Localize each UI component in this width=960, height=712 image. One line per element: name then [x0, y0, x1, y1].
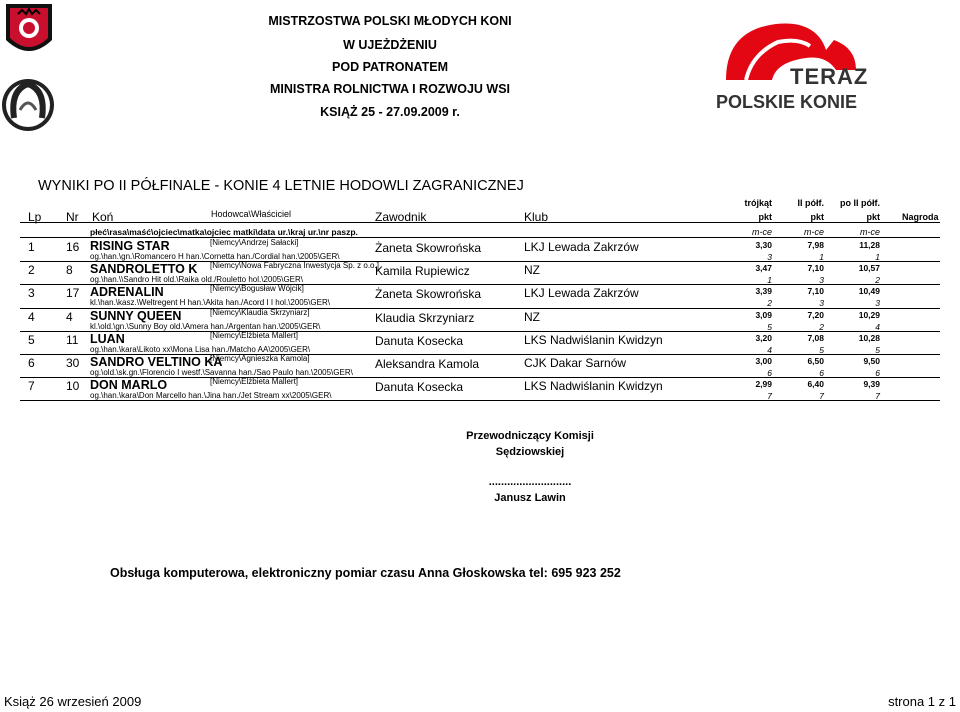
- row-place-2: 7: [819, 391, 824, 402]
- col-po-ii-polf: po II półf.: [840, 198, 880, 208]
- crest-icon: [0, 0, 60, 140]
- row-pedigree: og.\han.\kara\Likoto xx\Mona Lisa han./Matcho AA\2005\GER\: [90, 344, 311, 354]
- row-score-3: 10,28: [858, 332, 880, 343]
- row-place-2: 3: [819, 298, 824, 309]
- signature-dots: ...........................: [488, 476, 572, 488]
- header-line-2: W UJEŻDŻENIU: [343, 38, 437, 52]
- row-place-3: 7: [875, 391, 880, 402]
- row-owner: [Niemcy\Elżbieta Mallert]: [210, 330, 299, 340]
- row-owner: [Niemcy\Klaudia Skrzyniarz]: [210, 307, 310, 317]
- row-place-3: 4: [875, 321, 880, 332]
- row-lp: 4: [28, 309, 35, 324]
- row-rider: Żaneta Skowrońska: [375, 241, 482, 255]
- row-nr: 8: [66, 263, 73, 278]
- row-score-1: 3,30: [755, 240, 772, 250]
- row-place-1: 4: [767, 344, 772, 355]
- row-score-3: 10,29: [858, 309, 880, 320]
- row-place-1: 3: [767, 252, 772, 262]
- row-owner: [Niemcy\Agnieszka Kamola]: [210, 354, 310, 363]
- results-title: WYNIKI PO II PÓŁFINALE - KONIE 4 LETNIE HODOWLI ZAGRANICZNEJ: [38, 178, 524, 194]
- row-horse: SANDROLETTO K: [90, 262, 198, 277]
- row-pedigree: og.\han.\gn.\Romancero H han.\Cornetta han./Cordial han.\2005\GER\: [90, 252, 340, 261]
- row-pedigree: kl.\old.\gn.\Sunny Boy old.\Amera han./Argentan han.\2005\GER\: [90, 321, 321, 331]
- row-owner: [Niemcy\Elżbieta Mallert]: [210, 377, 299, 387]
- signature-line-1: Przewodniczący Komisji: [466, 430, 594, 442]
- row-horse: DON MARLO: [90, 378, 168, 393]
- row-score-2: 7,10: [807, 263, 824, 274]
- col-ii-polf: II półf.: [797, 198, 824, 208]
- footer-page: strona 1 z 1: [888, 694, 956, 709]
- signature-line-2: Sędziowskiej: [495, 446, 565, 458]
- row-score-3: 10,49: [858, 286, 880, 297]
- row-lp: 5: [28, 332, 35, 347]
- row-score-2: 7,10: [807, 286, 824, 297]
- row-score-1: 3,20: [755, 332, 772, 343]
- row-rider: Danuta Kosecka: [375, 333, 464, 348]
- row-rider: Danuta Kosecka: [375, 380, 464, 395]
- row-place-1: 7: [767, 391, 772, 402]
- service-info: Obsługa komputerowa, elektroniczny pomiar czasu Anna Głoskowska tel: 695 923 252: [110, 566, 621, 580]
- row-score-3: 9,50: [863, 356, 880, 366]
- row-place-1: 5: [767, 321, 772, 332]
- header-line-5: KSIĄŻ 25 - 27.09.2009 r.: [320, 105, 460, 119]
- footer-date: Książ 26 wrzesień 2009: [4, 694, 142, 709]
- row-score-1: 2,99: [755, 379, 772, 390]
- col-pkt-3: pkt: [866, 212, 880, 222]
- row-nr: 11: [66, 332, 79, 347]
- col-nagroda: Nagroda: [902, 212, 939, 222]
- col-pkt-2: pkt: [810, 212, 824, 222]
- row-rider: Klaudia Skrzyniarz: [375, 310, 475, 325]
- row-score-1: 3,39: [755, 286, 772, 297]
- col-lp: Lp: [28, 210, 42, 224]
- row-pedigree: og.\han.\kara\Don Marcello han.\Jina han./Jet Stream xx\2005\GER\: [90, 391, 332, 401]
- col-pkt-1: pkt: [758, 212, 772, 222]
- row-score-2: 7,98: [807, 240, 824, 250]
- col-mce-1: m-ce: [752, 227, 772, 237]
- row-place-3: 1: [875, 252, 880, 262]
- row-lp: 6: [28, 356, 35, 370]
- row-place-1: 6: [767, 368, 772, 378]
- row-pedigree: kl.\han.\kasz.\Weltregent H han.\Akita han./Acord I I hol.\2005\GER\: [90, 298, 330, 308]
- row-rider: Żaneta Skowrońska: [375, 287, 482, 302]
- row-lp: 3: [28, 286, 35, 301]
- row-place-3: 6: [875, 368, 880, 378]
- row-club: NZ: [524, 309, 540, 324]
- logo-teraz-text: TERAZ: [790, 64, 869, 89]
- header-divider: [20, 222, 940, 223]
- row-club: LKJ Lewada Zakrzów: [524, 240, 639, 254]
- row-nr: 4: [66, 309, 73, 324]
- header-line-1: MISTRZOSTWA POLSKI MŁODYCH KONI: [268, 14, 512, 28]
- row-horse: LUAN: [90, 331, 125, 346]
- left-emblem-logos: [0, 0, 60, 140]
- row-score-1: 3,00: [755, 356, 772, 366]
- row-owner: [Niemcy\Nowa Fabryczna Inwestycja Sp. z o.o.]: [210, 261, 379, 271]
- row-nr: 30: [66, 356, 80, 370]
- row-nr: 17: [66, 286, 80, 301]
- row-owner: [Niemcy\Andrzej Sałacki]: [210, 238, 299, 247]
- row-pedigree: og.\old.\sk.gn.\Florencio I westf.\Savanna han./Sao Paulo han.\2005\GER\: [90, 368, 353, 377]
- col-mce-3: m-ce: [860, 227, 880, 237]
- header-line-4: MINISTRA ROLNICTWA I ROZWOJU WSI: [269, 82, 511, 96]
- row-rider: Kamila Rupiewicz: [375, 264, 470, 279]
- row-club: LKS Nadwiślanin Kwidzyn: [524, 332, 663, 347]
- row-club: NZ: [524, 263, 540, 278]
- row-place-3: 3: [875, 298, 880, 309]
- col-mce-2: m-ce: [804, 227, 824, 237]
- row-divider: [20, 400, 940, 401]
- row-horse: SANDRO VELTINO KA: [90, 355, 223, 369]
- row-horse: RISING STAR: [90, 239, 170, 253]
- col-zawodnik: Zawodnik: [375, 210, 427, 224]
- col-plec: płeć\rasa\maść\ojciec\matka\ojciec matki\data ur.\kraj ur.\nr paszp.: [90, 227, 358, 237]
- row-place-1: 1: [767, 275, 772, 286]
- col-nr: Nr: [66, 210, 79, 224]
- row-place-3: 2: [875, 275, 880, 286]
- row-place-2: 6: [819, 368, 824, 378]
- row-score-3: 10,57: [858, 263, 880, 274]
- row-horse: SUNNY QUEEN: [90, 308, 182, 323]
- row-lp: 1: [28, 240, 35, 254]
- col-klub: Klub: [524, 210, 549, 224]
- row-score-3: 9,39: [863, 379, 880, 390]
- row-owner: [Niemcy\Bogusław Wójcik]: [210, 284, 304, 294]
- row-lp: 7: [28, 379, 35, 394]
- row-place-2: 2: [819, 321, 824, 332]
- row-score-1: 3,09: [755, 309, 772, 320]
- row-nr: 16: [66, 240, 80, 254]
- row-score-3: 11,28: [859, 240, 880, 250]
- row-place-2: 5: [819, 344, 824, 355]
- col-hodowca: Hodowca\Właściciel: [211, 209, 292, 219]
- row-horse: ADRENALIN: [90, 285, 164, 300]
- col-kon: Koń: [92, 210, 114, 224]
- row-rider: Aleksandra Kamola: [375, 357, 480, 371]
- row-score-2: 6,50: [807, 356, 824, 366]
- row-nr: 10: [66, 379, 80, 394]
- row-lp: 2: [28, 263, 35, 278]
- header-divider-bottom: [20, 237, 940, 238]
- row-score-2: 6,40: [807, 379, 824, 390]
- row-divider: [20, 331, 940, 332]
- row-place-2: 3: [819, 275, 824, 286]
- row-pedigree: og.\han.\\Sandro Hit old.\Raika old./Rouletto hol.\2005\GER\: [90, 275, 304, 285]
- col-trojkat: trójkąt: [744, 198, 772, 208]
- row-club: LKS Nadwiślanin Kwidzyn: [524, 379, 663, 394]
- row-score-1: 3,47: [755, 263, 772, 274]
- logo-polskie-konie-text: POLSKIE KONIE: [716, 92, 858, 112]
- teraz-polskie-konie-logo: [706, 10, 926, 120]
- row-club: LKJ Lewada Zakrzów: [524, 286, 639, 301]
- row-score-2: 7,08: [807, 332, 824, 343]
- row-place-3: 5: [875, 344, 880, 355]
- header-line-3: POD PATRONATEM: [332, 60, 448, 74]
- row-score-2: 7,20: [807, 309, 824, 320]
- row-club: CJK Dakar Sarnów: [524, 356, 627, 370]
- row-place-1: 2: [767, 298, 772, 309]
- row-place-2: 1: [819, 252, 824, 262]
- signature-name: Janusz Lawin: [494, 492, 566, 504]
